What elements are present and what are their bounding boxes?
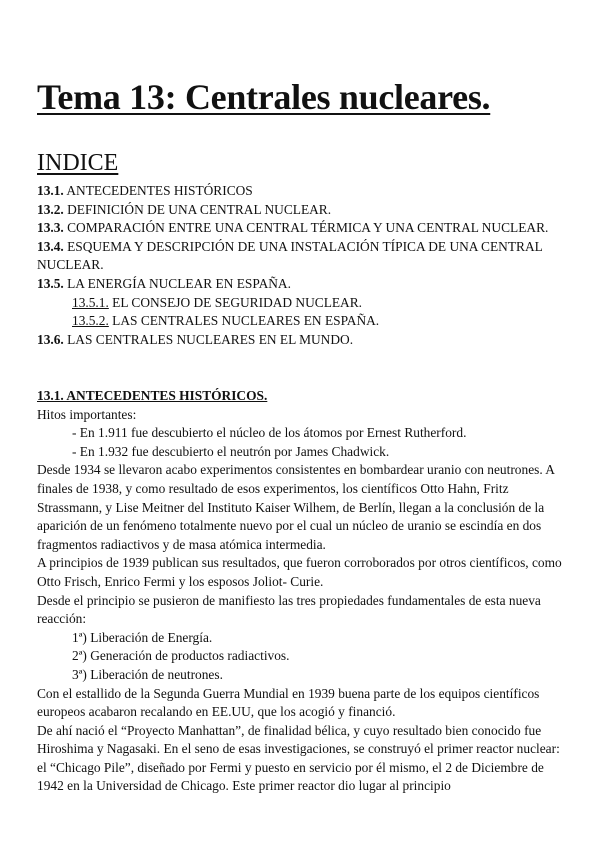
toc-number: 13.5.1.	[72, 294, 109, 310]
toc-item	[37, 331, 562, 350]
toc-number: 13.3.	[37, 220, 64, 236]
toc-item	[37, 182, 562, 201]
section-heading: 13.1. ANTECEDENTES HISTÓRICOS.	[37, 388, 268, 403]
toc-text: DEFINICIÓN DE UNA CENTRAL NUCLEAR.	[63, 201, 332, 217]
toc-item	[37, 201, 562, 220]
toc-number: 13.5.	[37, 275, 64, 291]
section-body	[37, 387, 562, 796]
toc-text: LAS CENTRALES NUCLEARES EN ESPAÑA.	[108, 313, 380, 329]
paragraph: Desde el principio se pusieron de manifiesto las tres propiedades fundamentales de esta nueva reacción:	[37, 592, 541, 627]
toc-text: EL CONSEJO DE SEGURIDAD NUCLEAR.	[108, 294, 363, 310]
property-item: 1ª) Liberación de Energía.	[72, 629, 213, 645]
toc-item	[37, 238, 562, 275]
toc-subitem	[37, 312, 562, 331]
property-item: 3ª) Liberación de neutrones.	[72, 666, 223, 682]
toc-text: LA ENERGÍA NUCLEAR EN ESPAÑA.	[63, 275, 291, 291]
document-title: Tema 13: Centrales nucleares.	[37, 77, 491, 117]
toc-number: 13.5.2.	[72, 313, 109, 329]
toc-number: 13.4.	[37, 238, 64, 254]
toc-number: 13.1.	[37, 183, 64, 198]
toc-item	[37, 219, 562, 238]
toc-text: COMPARACIÓN ENTRE UNA CENTRAL TÉRMICA Y UNA CENTRAL NUCLEAR.	[63, 220, 549, 236]
paragraph: Desde 1934 se llevaron acabo experimentos consistentes en bombardear uranio con neutrones. A finales de 1938, y como resultado de esos experimentos, los científicos Otto Hahn, Fritz Strassmann, y Lise Meitner del Instituto Kaiser Wilhem, de Berlín, llegan a la conclusión de la aparición de un fenómeno totalmente nuevo por el cual un núcleo de uranio se escindía en dos fragmentos radiactivos y de masa atómica intermedia.	[37, 462, 555, 552]
paragraph: Con el estallido de la Segunda Guerra Mundial en 1939 buena parte de los equipos científicos europeos acabaron recalando en EE.UU, que los acogió y financió.	[37, 685, 540, 720]
index-heading: INDICE	[37, 150, 119, 176]
hito-item: - En 1.932 fue descubierto el neutrón por James Chadwick.	[72, 443, 390, 459]
hito-item: - En 1.911 fue descubierto el núcleo de los átomos por Ernest Rutherford.	[72, 425, 467, 441]
paragraph: A principios de 1939 publican sus resultados, que fueron corroborados por otros científicos, como Otto Frisch, Enrico Fermi y los esposos Joliot- Curie.	[37, 555, 562, 589]
toc-number: 13.2.	[37, 201, 64, 217]
toc-text: ANTECEDENTES HISTÓRICOS	[63, 183, 253, 198]
hitos-label: Hitos importantes:	[37, 406, 137, 422]
toc-subitem	[37, 294, 562, 313]
property-item: 2ª) Generación de productos radiactivos.	[72, 648, 290, 664]
toc-text: LAS CENTRALES NUCLEARES EN EL MUNDO.	[63, 331, 354, 347]
table-of-contents	[37, 182, 562, 349]
toc-number: 13.6.	[37, 331, 64, 347]
toc-text: ESQUEMA Y DESCRIPCIÓN DE UNA INSTALACIÓN TÍPICA DE UNA CENTRAL NUCLEAR.	[37, 238, 543, 273]
paragraph: De ahí nació el “Proyecto Manhattan”, de finalidad bélica, y cuyo resultado bien conocido fue Hiroshima y Nagasaki. En el seno de esas investigaciones, se construyó el primer reactor nuclear: el “Chicago Pile”, diseñado por Fermi y puesto en servicio por él mismo, el 2 de Diciembre de 1942 en la Universidad de Chicago. Este primer reactor dio lugar al principio	[37, 722, 560, 794]
toc-item	[37, 275, 562, 294]
